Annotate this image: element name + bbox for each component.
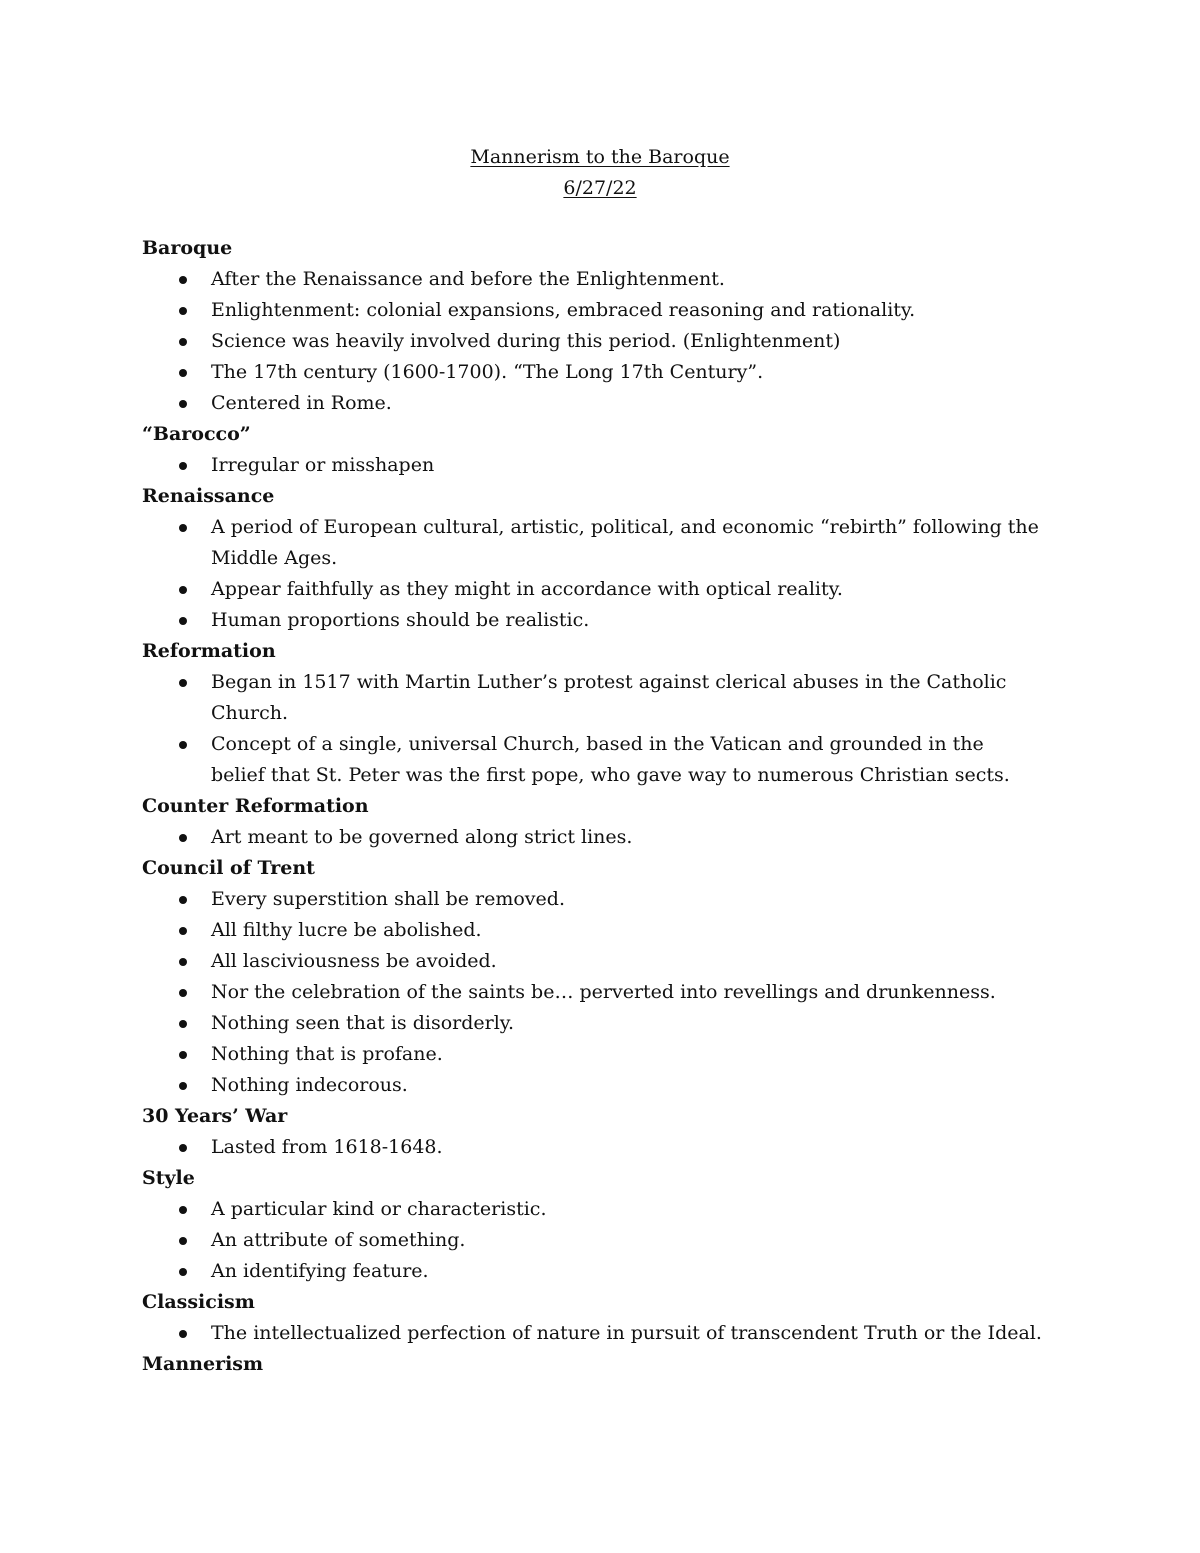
bullet-item: Nothing seen that is disorderly. bbox=[142, 1008, 1042, 1039]
bullet-list bbox=[142, 667, 1042, 791]
bullet-item: Art meant to be governed along strict lines. bbox=[142, 822, 1042, 853]
section-heading: Baroque bbox=[142, 237, 233, 259]
bullet-item: Nothing indecorous. bbox=[142, 1070, 1042, 1101]
bullet-item: Enlightenment: colonial expansions, embraced reasoning and rationality. bbox=[142, 295, 1042, 326]
bullet-item: After the Renaissance and before the Enlightenment. bbox=[142, 264, 1042, 295]
notes-content bbox=[142, 233, 1042, 1380]
bullet-list bbox=[142, 450, 1042, 481]
document-date: 6/27/22 bbox=[563, 177, 637, 199]
bullet-item: Began in 1517 with Martin Luther’s protest against clerical abuses in the Catholic Church. bbox=[142, 667, 1042, 729]
bullet-list bbox=[142, 512, 1042, 636]
bullet-list bbox=[142, 264, 1042, 419]
bullet-item: All lasciviousness be avoided. bbox=[142, 946, 1042, 977]
section-heading: Counter Reformation bbox=[142, 795, 369, 817]
section-heading: “Barocco” bbox=[142, 423, 251, 445]
bullet-item: Science was heavily involved during this period. (Enlightenment) bbox=[142, 326, 1042, 357]
section-heading: Reformation bbox=[142, 640, 276, 662]
document-title: Mannerism to the Baroque bbox=[470, 146, 730, 168]
bullet-item: Lasted from 1618-1648. bbox=[142, 1132, 1042, 1163]
section-heading: Council of Trent bbox=[142, 857, 315, 879]
bullet-list bbox=[142, 1194, 1042, 1287]
bullet-item: An attribute of something. bbox=[142, 1225, 1042, 1256]
bullet-item: An identifying feature. bbox=[142, 1256, 1042, 1287]
bullet-item: A period of European cultural, artistic, political, and economic “rebirth” following the Middle Ages. bbox=[142, 512, 1042, 574]
bullet-list bbox=[142, 884, 1042, 1101]
bullet-item: The intellectualized perfection of nature in pursuit of transcendent Truth or the Ideal. bbox=[142, 1318, 1042, 1349]
section-heading: Mannerism bbox=[142, 1353, 264, 1375]
document-header bbox=[0, 142, 1200, 204]
section-heading: Renaissance bbox=[142, 485, 275, 507]
bullet-item: Nor the celebration of the saints be… perverted into revellings and drunkenness. bbox=[142, 977, 1042, 1008]
bullet-item: Every superstition shall be removed. bbox=[142, 884, 1042, 915]
section-heading: 30 Years’ War bbox=[142, 1105, 288, 1127]
bullet-item: Centered in Rome. bbox=[142, 388, 1042, 419]
bullet-item: Nothing that is profane. bbox=[142, 1039, 1042, 1070]
section-heading: Style bbox=[142, 1167, 195, 1189]
section-heading: Classicism bbox=[142, 1291, 255, 1313]
bullet-item: Irregular or misshapen bbox=[142, 450, 1042, 481]
bullet-item: Human proportions should be realistic. bbox=[142, 605, 1042, 636]
bullet-item: Concept of a single, universal Church, based in the Vatican and grounded in the belief that St. Peter was the first pope, who gave way to numerous Christian sects. bbox=[142, 729, 1042, 791]
bullet-list bbox=[142, 1132, 1042, 1163]
bullet-item: All filthy lucre be abolished. bbox=[142, 915, 1042, 946]
bullet-item: Appear faithfully as they might in accordance with optical reality. bbox=[142, 574, 1042, 605]
bullet-list bbox=[142, 822, 1042, 853]
bullet-list bbox=[142, 1318, 1042, 1349]
bullet-item: The 17th century (1600-1700). “The Long 17th Century”. bbox=[142, 357, 1042, 388]
bullet-item: A particular kind or characteristic. bbox=[142, 1194, 1042, 1225]
